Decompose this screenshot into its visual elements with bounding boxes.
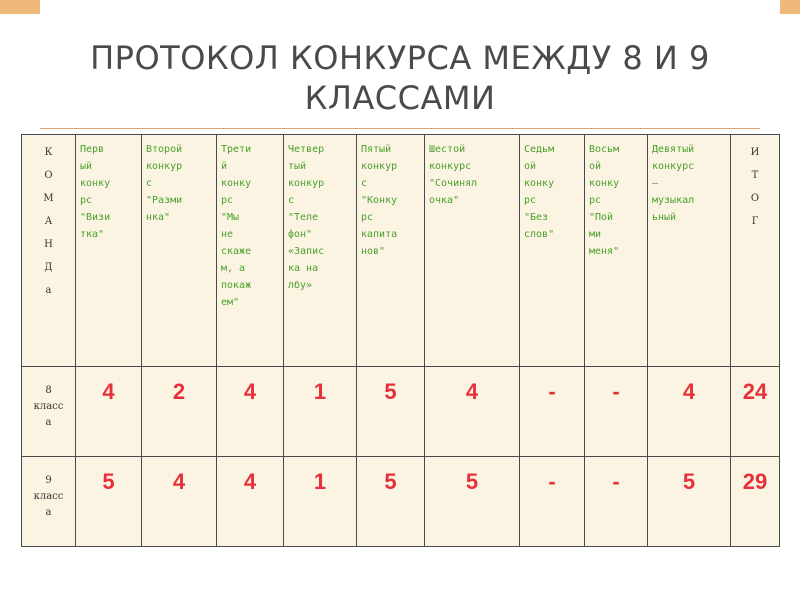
score-cell: - [585, 367, 648, 457]
score-cell: 4 [142, 457, 217, 547]
contest-header-4: Четвер тый конкур с "Теле фон" «Запис ка на лбу» [284, 135, 357, 367]
team-header: К О М А Н Д а [43, 147, 54, 296]
contest-header-9: Девятый конкурс – музыкал ьный [648, 135, 731, 367]
contest-header-7: Седьм ой конку рс "Без слов" [520, 135, 585, 367]
score-cell: 1 [284, 457, 357, 547]
score-cell: - [585, 457, 648, 547]
score-cell: 4 [76, 367, 142, 457]
contest-header-2: Второй конкур с "Разми нка" [142, 135, 217, 367]
score-cell: 4 [217, 457, 284, 547]
score-cell: - [520, 367, 585, 457]
score-cell: 5 [357, 367, 425, 457]
slide-title: ПРОТОКОЛ КОНКУРСА МЕЖДУ 8 И 9 КЛАССАМИ [90, 39, 710, 117]
score-cell: 5 [425, 457, 520, 547]
accent-bar-right [780, 0, 800, 14]
contest-header-1: Перв ый конку рс "Визи тка" [76, 135, 142, 367]
total-cell: 29 [731, 457, 780, 547]
total-header-cell [731, 135, 780, 367]
score-cell: 2 [142, 367, 217, 457]
contest-header-6: Шестой конкурс "Сочинял очка" [425, 135, 520, 367]
table-row [22, 457, 780, 547]
score-cell: 5 [357, 457, 425, 547]
team-label-9: 9 класс а [22, 457, 76, 547]
total-header: И Т О Г [750, 147, 760, 227]
protocol-table [21, 134, 780, 547]
header-row [22, 135, 780, 367]
score-cell: 4 [217, 367, 284, 457]
contest-header-5: Пятый конкур с "Конку рс капита нов" [357, 135, 425, 367]
total-cell: 24 [731, 367, 780, 457]
accent-bar-left [0, 0, 40, 14]
contest-header-8: Восьм ой конку рс "Пой ми меня" [585, 135, 648, 367]
table-row [22, 367, 780, 457]
title-underline [40, 128, 760, 129]
score-cell: 4 [648, 367, 731, 457]
team-label-8: 8 класс а [22, 367, 76, 457]
score-cell: - [520, 457, 585, 547]
score-cell: 5 [648, 457, 731, 547]
score-cell: 1 [284, 367, 357, 457]
team-header-cell [22, 135, 76, 367]
score-cell: 4 [425, 367, 520, 457]
score-cell: 5 [76, 457, 142, 547]
contest-header-3: Трети й конку рс "Мы не скаже м, а покаж ем" [217, 135, 284, 367]
